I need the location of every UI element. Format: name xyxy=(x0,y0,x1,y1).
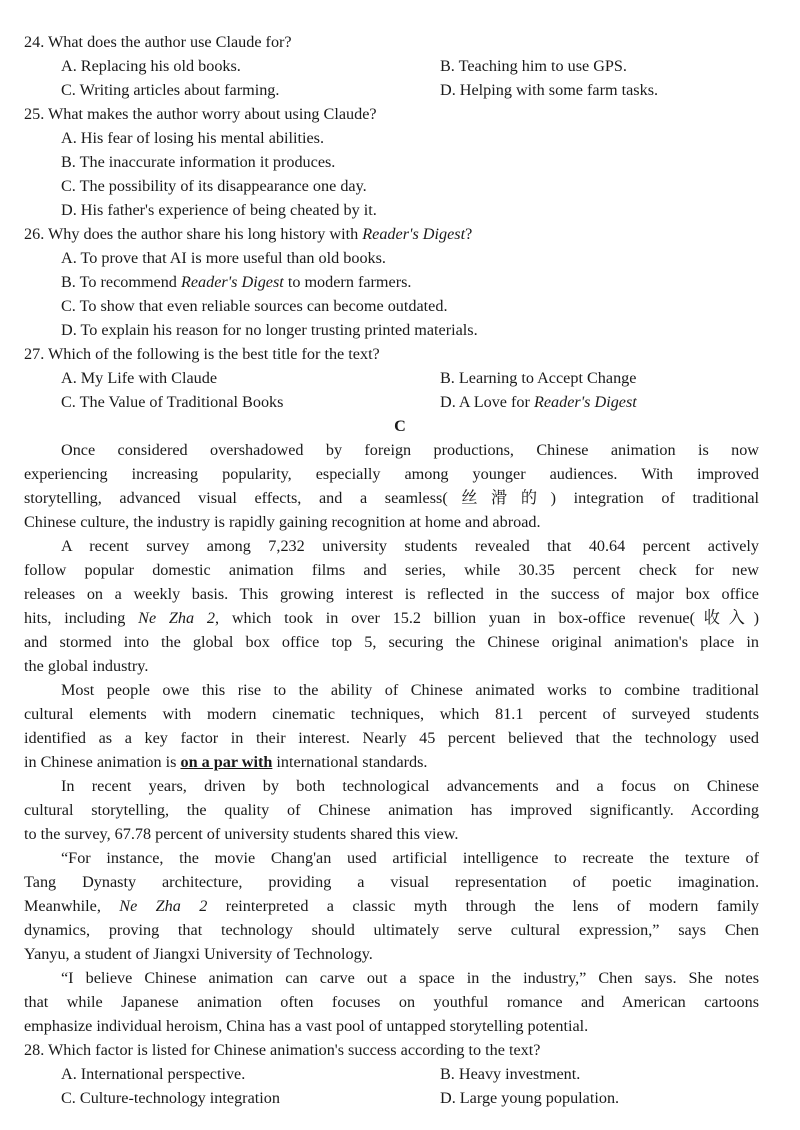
question-26-option-a: A. To prove that AI is more useful than old books. xyxy=(61,249,386,267)
question-27-option-a: A. My Life with Claude xyxy=(61,369,218,387)
passage-line: and stormed into the global box office top 5, securing the Chinese original animation's place in xyxy=(24,633,759,651)
passage-text: reinterpreted a classic myth through the lens of modern family xyxy=(207,897,759,915)
question-28-stem: 28. Which factor is listed for Chinese animation's success according to the text? xyxy=(24,1041,541,1059)
film-title: Ne Zha 2 xyxy=(119,897,208,915)
section-heading: C xyxy=(394,417,406,435)
question-26-option-b xyxy=(61,270,411,294)
option-text: D. A Love for xyxy=(440,393,534,411)
stem-end: ? xyxy=(465,225,473,243)
passage-text: international standards. xyxy=(272,753,428,771)
passage-line: identified as a key factor in their interest. Nearly 45 percent believed that the technology used xyxy=(24,729,759,747)
passage-text: in Chinese animation is xyxy=(24,753,181,771)
question-26-option-c: C. To show that even reliable sources can become outdated. xyxy=(61,297,448,315)
option-text-end: to modern farmers. xyxy=(283,273,412,291)
passage-text: , which took in over 15.2 billion yuan in box-office revenue(收入) xyxy=(215,609,759,627)
question-24-option-c: C. Writing articles about farming. xyxy=(61,81,280,99)
passage-line: to the survey, 67.78 percent of university students shared this view. xyxy=(24,825,459,843)
passage-line: “I believe Chinese animation can carve out a space in the industry,” Chen says. She notes xyxy=(61,969,759,987)
passage-line: cultural elements with modern cinematic techniques, which 81.1 percent of surveyed students xyxy=(24,705,759,723)
question-28-option-a: A. International perspective. xyxy=(61,1065,246,1083)
question-27-option-b: B. Learning to Accept Change xyxy=(440,369,637,387)
question-27-option-d xyxy=(440,390,637,414)
passage-line: Tang Dynasty architecture, providing a visual representation of poetic imagination. xyxy=(24,873,759,891)
question-27-stem: 27. Which of the following is the best title for the text? xyxy=(24,345,380,363)
question-27-option-c: C. The Value of Traditional Books xyxy=(61,393,284,411)
passage-line: “For instance, the movie Chang'an used artificial intelligence to recreate the texture of xyxy=(61,849,759,867)
passage-line xyxy=(24,894,759,918)
magazine-title: Reader's Digest xyxy=(180,273,284,291)
question-28-option-b: B. Heavy investment. xyxy=(440,1065,581,1083)
passage-line: A recent survey among 7,232 university students revealed that 40.64 percent actively xyxy=(61,537,759,555)
question-28-option-d: D. Large young population. xyxy=(440,1089,620,1107)
question-26-stem xyxy=(24,222,472,246)
question-25-option-b: B. The inaccurate information it produces. xyxy=(61,153,336,171)
passage-line: Most people owe this rise to the ability of Chinese animated works to combine traditional xyxy=(61,681,759,699)
passage-line: Yanyu, a student of Jiangxi University of Technology. xyxy=(24,945,373,963)
passage-line xyxy=(24,606,759,630)
passage-line: experiencing increasing popularity, especially among younger audiences. With improved xyxy=(24,465,759,483)
passage-line: In recent years, driven by both technological advancements and a focus on Chinese xyxy=(61,777,759,795)
passage-text: hits, including xyxy=(24,609,139,627)
question-25-option-a: A. His fear of losing his mental abilities. xyxy=(61,129,324,147)
question-24-option-b: B. Teaching him to use GPS. xyxy=(440,57,627,75)
question-26-option-d: D. To explain his reason for no longer trusting printed materials. xyxy=(61,321,478,339)
question-24-option-d: D. Helping with some farm tasks. xyxy=(440,81,659,99)
passage-line: releases on a weekly basis. This growing interest is reflected in the success of major box office xyxy=(24,585,759,603)
stem-text: 26. Why does the author share his long history with xyxy=(24,225,363,243)
magazine-title: Reader's Digest xyxy=(362,225,466,243)
underlined-phrase: on a par with xyxy=(180,753,273,771)
passage-line: the global industry. xyxy=(24,657,149,675)
passage-line: storytelling, advanced visual effects, and a seamless(丝滑的) integration of traditional xyxy=(24,489,759,507)
passage-line: follow popular domestic animation films and series, while 30.35 percent check for new xyxy=(24,561,759,579)
magazine-title: Reader's Digest xyxy=(533,393,637,411)
passage-line: that while Japanese animation often focuses on youthful romance and American cartoons xyxy=(24,993,759,1011)
question-24-stem: 24. What does the author use Claude for? xyxy=(24,33,292,51)
question-28-option-c: C. Culture-technology integration xyxy=(61,1089,280,1107)
passage-line: Once considered overshadowed by foreign productions, Chinese animation is now xyxy=(61,441,759,459)
question-24-option-a: A. Replacing his old books. xyxy=(61,57,241,75)
passage-line: dynamics, proving that technology should ultimately serve cultural expression,” says Chen xyxy=(24,921,759,939)
option-text: B. To recommend xyxy=(61,273,181,291)
passage-line: cultural storytelling, the quality of Chinese animation has improved significantly. According xyxy=(24,801,759,819)
passage-line: emphasize individual heroism, China has a vast pool of untapped storytelling potential. xyxy=(24,1017,589,1035)
question-25-stem: 25. What makes the author worry about using Claude? xyxy=(24,105,377,123)
question-25-option-d: D. His father's experience of being cheated by it. xyxy=(61,201,377,219)
passage-text: Meanwhile, xyxy=(24,897,120,915)
question-25-option-c: C. The possibility of its disappearance one day. xyxy=(61,177,367,195)
film-title: Ne Zha 2 xyxy=(138,609,215,627)
passage-line: Chinese culture, the industry is rapidly gaining recognition at home and abroad. xyxy=(24,513,541,531)
passage-line xyxy=(24,750,427,774)
